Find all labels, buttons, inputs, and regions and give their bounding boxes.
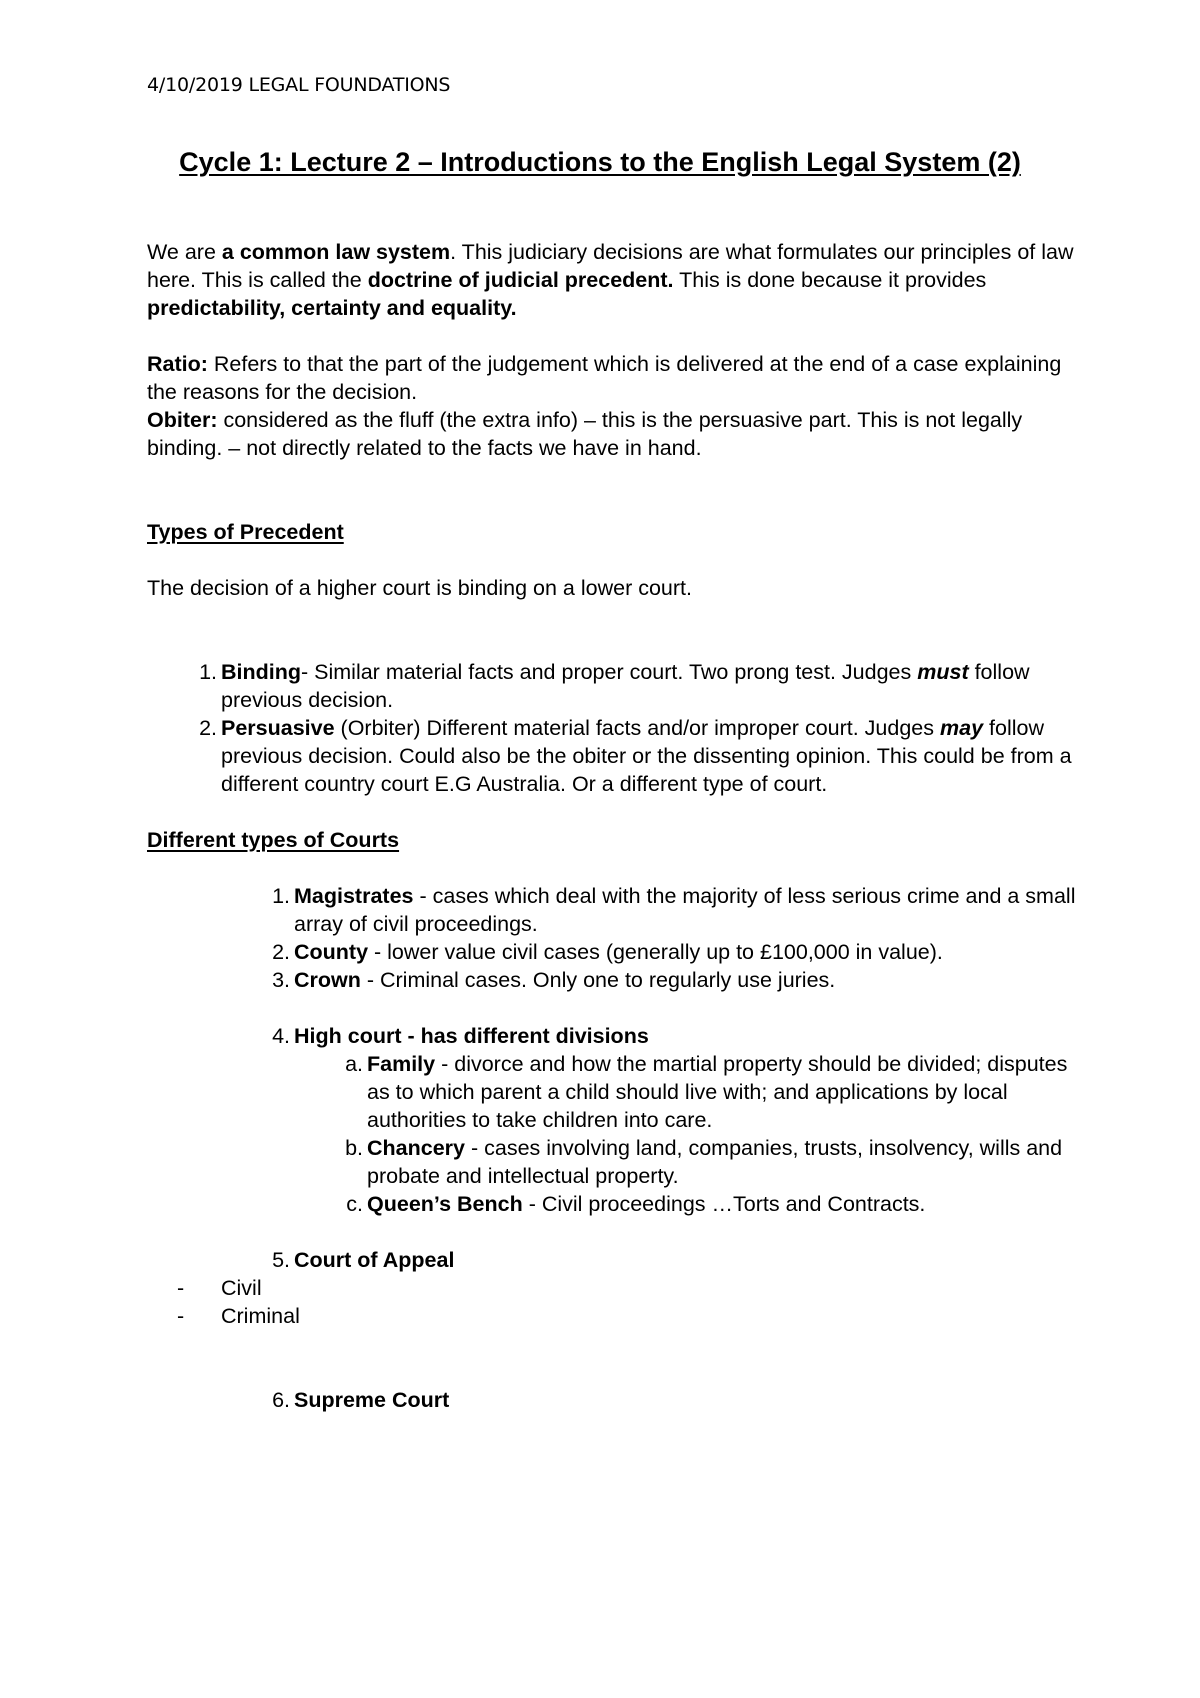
court-item-label: Supreme Court: [294, 1388, 450, 1412]
court-item-label: County: [294, 940, 369, 964]
court-item-text: - cases which deal with the majority of less serious crime and a small array of civil proceedings.: [294, 884, 1076, 936]
court-item-county: [147, 938, 1077, 966]
appeal-sub-text: Criminal: [221, 1304, 300, 1328]
precedent-item-text: - Similar material facts and proper court. Two prong test. Judges: [301, 660, 918, 684]
list-number: 6.: [272, 1388, 290, 1412]
ratio-text: Refers to that the part of the judgement which is delivered at the end of a case explaining the reasons for the decision.: [147, 352, 1062, 404]
court-item-label: Magistrates: [294, 884, 414, 908]
ratio-paragraph: [147, 350, 1077, 406]
precedent-item-emphasis: may: [940, 716, 984, 740]
intro-text-1: We are: [147, 240, 222, 264]
list-number: 1.: [272, 884, 290, 908]
court-item-label: Crown: [294, 968, 361, 992]
division-item-chancery: [147, 1134, 1077, 1190]
division-label: Queen’s Bench: [367, 1192, 523, 1216]
intro-text-3: This is done because it provides: [673, 268, 987, 292]
ratio-label: Ratio:: [147, 352, 208, 376]
intro-paragraph: [147, 238, 1077, 322]
intro-text-2: . This judiciary decisions are what formulates our principles of law here. This is called the: [147, 240, 1074, 292]
division-label: Chancery: [367, 1136, 465, 1160]
division-item-queens-bench: [147, 1190, 1077, 1218]
list-number: 4.: [272, 1024, 290, 1048]
precedent-item-text: (Orbiter) Different material facts and/or improper court. Judges: [334, 716, 940, 740]
obiter-label: Obiter:: [147, 408, 218, 432]
obiter-paragraph: [147, 406, 1077, 462]
division-label: Family: [367, 1052, 436, 1076]
court-item-supreme: [147, 1386, 1077, 1414]
obiter-text: considered as the fluff (the extra info) – this is the persuasive part. This is not legally binding. – not directly related to the facts we have in hand.: [147, 408, 1023, 460]
court-item-text: - lower value civil cases (generally up to £100,000 in value).: [368, 940, 943, 964]
list-number: 3.: [272, 968, 290, 992]
division-text: - cases involving land, companies, trusts, insolvency, wills and probate and intellectual property.: [367, 1136, 1063, 1188]
court-item-label: Court of Appeal: [294, 1248, 455, 1272]
precedent-item-text: follow previous decision.: [221, 660, 1030, 712]
court-item-crown: [147, 966, 1077, 994]
precedent-item-label: Persuasive: [221, 716, 335, 740]
list-letter: b.: [345, 1136, 363, 1160]
division-text: - Civil proceedings …Torts and Contracts.: [522, 1192, 926, 1216]
precedent-statement: The decision of a higher court is binding on a lower court.: [147, 576, 692, 600]
precedent-item-persuasive: [147, 714, 1077, 798]
dash-bullet: -: [177, 1276, 185, 1300]
page-title: Cycle 1: Lecture 2 – Introductions to the English Legal System (2): [179, 147, 1021, 177]
list-number: 2.: [199, 716, 217, 740]
court-item-appeal: [147, 1246, 1077, 1274]
list-number: 1.: [199, 660, 217, 684]
dash-bullet: -: [177, 1304, 185, 1328]
precedent-item-text: follow previous decision. Could also be the obiter or the dissenting opinion. This could be from a different country court E.G Australia. Or a different type of court.: [221, 716, 1072, 796]
courts-heading: Different types of Courts: [147, 828, 400, 852]
list-number: 2.: [272, 940, 290, 964]
division-text: - divorce and how the martial property should be divided; disputes as to which parent a child should live with; and applications by local authorities to take children into care.: [367, 1052, 1068, 1132]
precedent-item-emphasis: must: [917, 660, 969, 684]
intro-bold-predictability: predictability, certainty and equality.: [147, 296, 517, 320]
appeal-sub-civil: [147, 1274, 1077, 1302]
precedent-item-binding: [147, 658, 1077, 714]
list-letter: c.: [346, 1192, 363, 1216]
list-number: 5.: [272, 1248, 290, 1272]
precedent-item-label: Binding: [221, 660, 302, 684]
appeal-sub-criminal: [147, 1302, 1077, 1330]
appeal-sub-text: Civil: [221, 1276, 262, 1300]
precedent-heading: Types of Precedent: [147, 520, 344, 544]
division-item-family: [147, 1050, 1077, 1134]
intro-bold-doctrine: doctrine of judicial precedent.: [367, 268, 674, 292]
court-item-label: High court - has different divisions: [294, 1024, 649, 1048]
court-item-text: - Criminal cases. Only one to regularly use juries.: [360, 968, 836, 992]
court-item-magistrates: [147, 882, 1077, 938]
list-letter: a.: [345, 1052, 363, 1076]
intro-bold-common-law: a common law system: [221, 240, 451, 264]
court-item-high-court: [147, 1022, 1077, 1050]
header-date-course: 4/10/2019 LEGAL FOUNDATIONS: [147, 74, 451, 96]
document-body: [147, 238, 1077, 1414]
